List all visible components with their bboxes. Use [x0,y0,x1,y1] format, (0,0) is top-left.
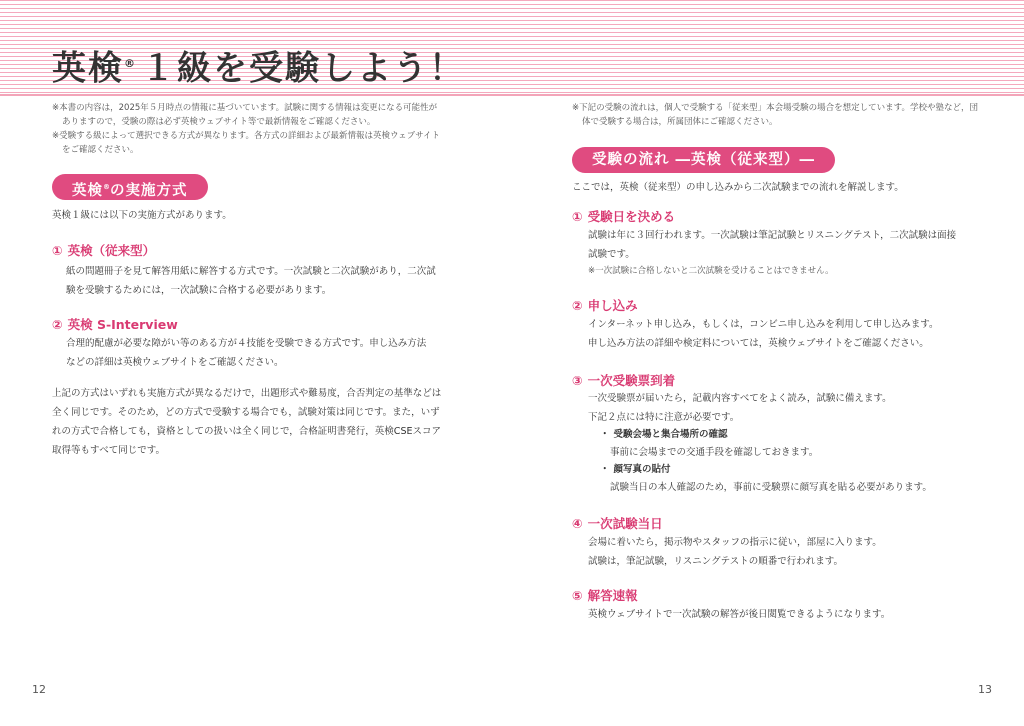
method-heading-standard: ① 英検（従来型） [52,243,156,258]
method-standard-desc: 紙の問題冊子を見て解答用紙に解答する方式です。一次試験と二次試験があり，二次試 験を受験するためには，一次試験に合格する必要があります。 [66,266,436,296]
step-heading-answer-release: ⑤ 解答速報 [572,588,638,603]
step-heading-exam-day: ④ 一次試験当日 [572,516,663,531]
right-intro: ここでは，英検（従来型）の申し込みから二次試験までの流れを解説します。 [572,182,904,193]
page-title: 英検® １級を受験しよう！ [52,48,465,89]
bullet-venue-check-desc: 事前に会場までの交通手段を確認しておきます。 [610,447,819,458]
left-summary: 上記の方式はいずれも実施方式が異なるだけで，出題形式や難易度，合否判定の基準などは 全く同じです。そのため，どの方式で受験する場合でも，試験対策は同じです。また，いず れの方式で合格しても，資格としての扱いは全く同じで，合格証明書発行，英検CSEスコア 取得等もすべて同じです。 [52,388,442,456]
step-heading-exam-date: ① 受験日を決める [572,209,676,224]
bullet-venue-check: ・ 受験会場と集合場所の確認 [600,429,728,440]
step-exam-date-note: ※一次試験に合格しないと二次試験を受けることはできません。 [588,266,834,276]
method-heading-s-interview: ② 英検 S-Interview [52,317,178,332]
method-s-interview-desc: 合理的配慮が必要な障がい等のある方が４技能を受験できる方式です。申し込み方法 などの詳細は英検ウェブサイトをご確認ください。 [66,338,427,368]
section-pill-implementation-methods: 英検®の実施方式 [52,174,208,200]
left-intro: 英検１級には以下の実施方式があります。 [52,210,232,221]
section-pill-exam-flow: 受験の流れ ―英検（従来型）― [572,147,835,173]
step-answer-release-desc: 英検ウェブサイトで一次試験の解答が後日閲覧できるようになります。 [588,609,891,620]
left-note: ※本書の内容は，2025年５月時点の情報に基づいています。試験に関する情報は変更になる可能性が ありますので，受験の際は必ず英検ウェブサイト等で最新情報をご確認ください。 ※受験する級によって選択できる方式が異なります。各方式の詳細および最新情報は英検ウェブサイト をご確認ください。 [52,103,441,155]
page-number-right: 13 [978,683,992,696]
bullet-photo: ・ 顔写真の貼付 [600,464,671,475]
step-application-desc: インターネット申し込み，もしくは，コンビニ申し込みを利用して申し込みます。 申し込み方法の詳細や検定料については，英検ウェブサイトをご確認ください。 [588,319,939,349]
page-number-left: 12 [32,683,46,696]
step-exam-date-desc: 試験は年に３回行われます。一次試験は筆記試験とリスニングテスト，二次試験は面接 試験です。 [588,230,957,260]
step-heading-application: ② 申し込み [572,298,638,313]
bullet-photo-desc: 試験当日の本人確認のため，事前に受験票に顔写真を貼る必要があります。 [610,482,932,493]
step-heading-admission-ticket: ③ 一次受験票到着 [572,373,676,388]
header-underline [0,94,1024,96]
right-note: ※下記の受験の流れは，個人で受験する「従来型」本会場受験の場合を想定しています。学校や塾など，団 体で受験する場合は，所属団体にご確認ください。 [572,103,978,127]
step-exam-day-desc: 会場に着いたら，掲示物やスタッフの指示に従い，部屋に入ります。 試験は，筆記試験，リスニングテストの順番で行われます。 [588,537,882,567]
step-admission-ticket-desc: 一次受験票が届いたら，記載内容すべてをよく読み，試験に備えます。 下記２点には特に注意が必要です。 [588,393,892,423]
